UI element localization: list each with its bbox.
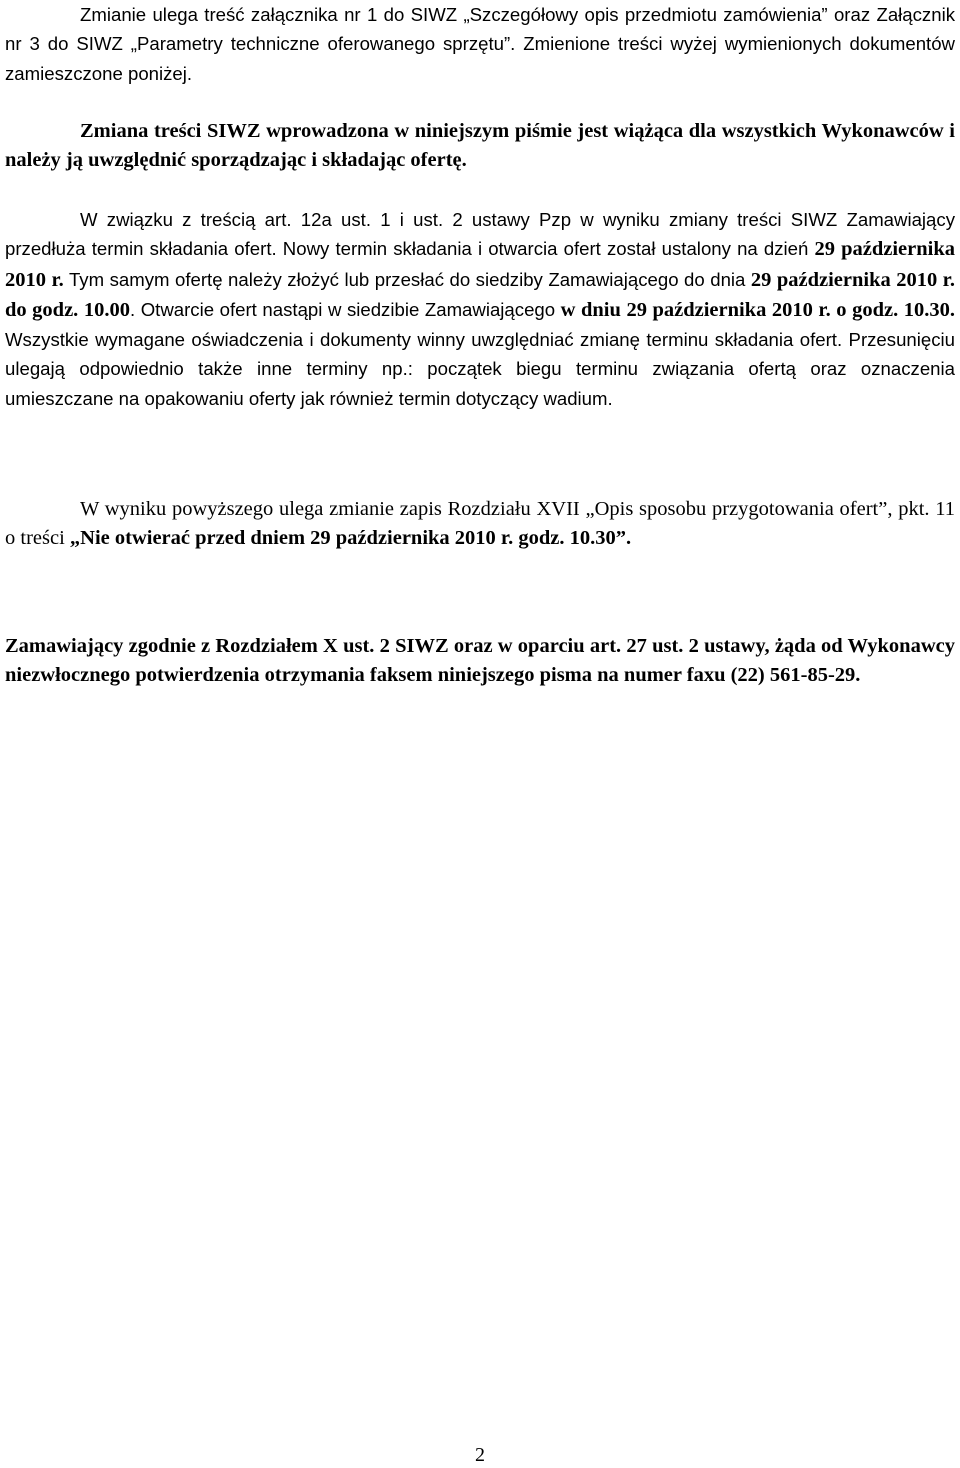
deadline-opening-date: w dniu 29 października 2010 r. o godz. 10.30. xyxy=(560,298,955,321)
binding-notice-text: Zmiana treści SIWZ wprowadzona w niniejszym piśmie jest wiążąca dla wszystkich Wykonawców i należy ją uwzględnić sporządzając i składając ofertę. xyxy=(5,120,955,172)
chapter-change-paragraph xyxy=(5,495,955,554)
deadline-sentence-2: Nowy termin składania i otwarcia ofert został ustalony na dzień xyxy=(276,238,815,260)
fax-request-text: Zamawiający zgodnie z Rozdziałem X ust. 2 SIWZ oraz w oparciu art. 27 ust. 2 ustawy, żąda od Wykonawcy niezwłocznego potwierdzenia otrzymania faksem niniejszego pisma na numer faxu (22) 561-85-29. xyxy=(5,635,955,687)
deadline-sentence-3: Tym samym ofertę należy złożyć lub przesłać do siedziby Zamawiającego do dnia xyxy=(63,268,751,290)
deadline-new-date: 29 października 2010 r. xyxy=(5,238,955,291)
chapter-change-quote: „Nie otwierać przed dniem 29 października 2010 r. godz. 10.30”. xyxy=(69,527,632,550)
document-page xyxy=(5,0,955,1468)
deadline-submission-date: 29 października 2010 r. do godz. 10.00 xyxy=(5,268,956,321)
intro-paragraph xyxy=(5,0,955,88)
page-number: 2 xyxy=(475,1444,485,1466)
deadline-sentence-4: . Otwarcie ofert nastąpi w siedzibie Zamawiającego xyxy=(129,298,561,320)
fax-request-paragraph xyxy=(5,632,955,691)
deadline-sentence-1: W związku z treścią art. 12a ust. 1 i ust. 2 ustawy Pzp w wyniku zmiany treści SIWZ Zamawiający przedłuża termin składania ofert. xyxy=(5,209,955,260)
deadline-sentence-5: Wszystkie wymagane oświadczenia i dokumenty winny uwzględniać zmianę terminu składania ofert. Przesunięciu ulegają odpowiednio także inne terminy np.: początek biegu terminu związania ofertą oraz oznaczenia umieszczane na opakowaniu oferty jak również termin dotyczący wadium. xyxy=(5,329,955,409)
chapter-change-text: W wyniku powyższego ulega zmianie zapis Rozdziału XVII „Opis sposobu przygotowania ofert”, pkt. 11 o treści xyxy=(5,498,955,550)
intro-text: Zmianie ulega treść załącznika nr 1 do SIWZ „Szczegółowy opis przedmiotu zamówienia” oraz Załącznik nr 3 do SIWZ „Parametry techniczne oferowanego sprzętu”. Zmienione treści wyżej wymienionych dokumentów zamieszczone poniżej. xyxy=(5,4,955,84)
binding-notice-paragraph xyxy=(5,117,955,176)
deadline-paragraph xyxy=(5,205,955,413)
